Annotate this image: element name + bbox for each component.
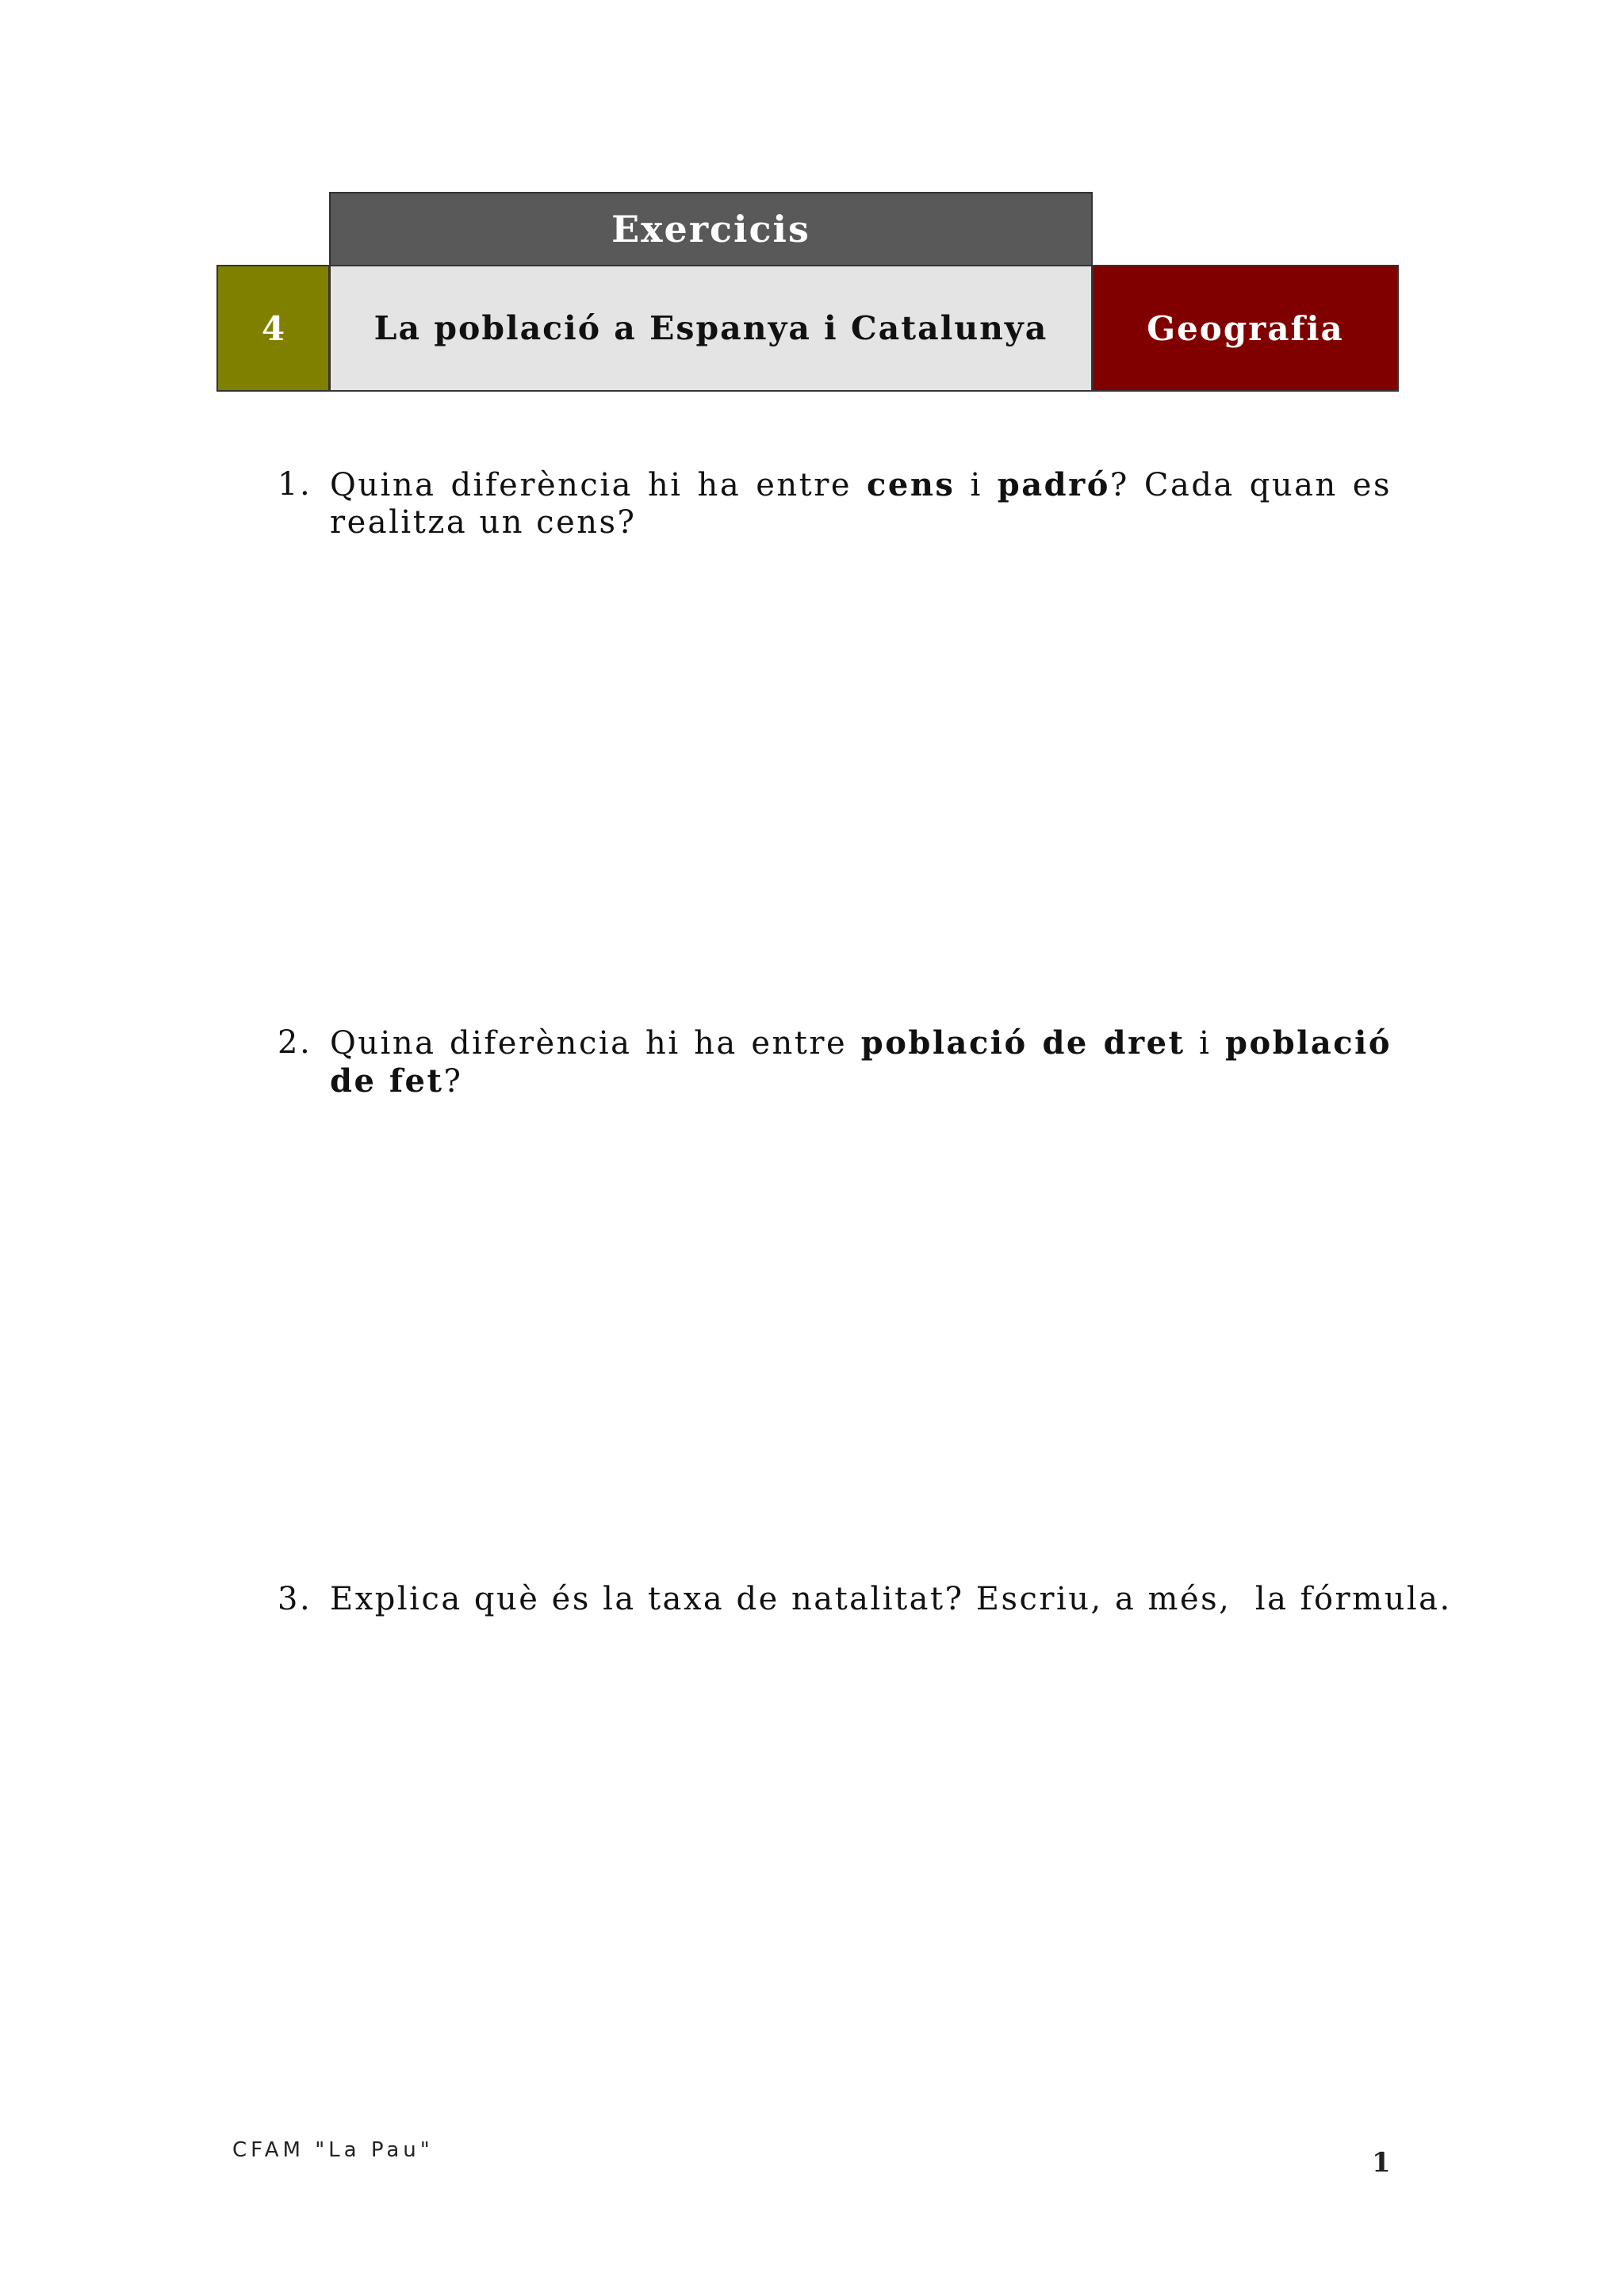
subject-label: Geografia	[1092, 265, 1399, 392]
question-number: 3.	[278, 1581, 312, 1617]
term-padro: padró	[997, 466, 1110, 503]
question-3	[278, 1581, 1452, 1618]
question-1	[278, 466, 1392, 541]
footer-school: CFAM "La Pau"	[232, 2138, 434, 2162]
question-number: 1.	[278, 466, 312, 503]
question-text: Explica què és la taxa de natalitat? Escriu, a més, la fórmula.	[330, 1581, 1452, 1617]
term-cens: cens	[867, 466, 956, 503]
question-2	[278, 1024, 1392, 1100]
question-text: Quina diferència hi ha entre cens i padró? Cada quan es realitza un cens?	[330, 466, 1392, 541]
term-poblacio-de-dret: població de dret	[860, 1024, 1185, 1062]
term-poblacio-de-fet: població de fet	[330, 1024, 1392, 1100]
section-label: Exercicis	[329, 192, 1093, 266]
page-number: 1	[1372, 2147, 1391, 2179]
question-number: 2.	[278, 1024, 312, 1061]
unit-title: La població a Espanya i Catalunya	[329, 265, 1093, 392]
unit-number: 4	[216, 265, 330, 392]
question-text: Quina diferència hi ha entre població de dret i població de fet?	[330, 1024, 1392, 1100]
